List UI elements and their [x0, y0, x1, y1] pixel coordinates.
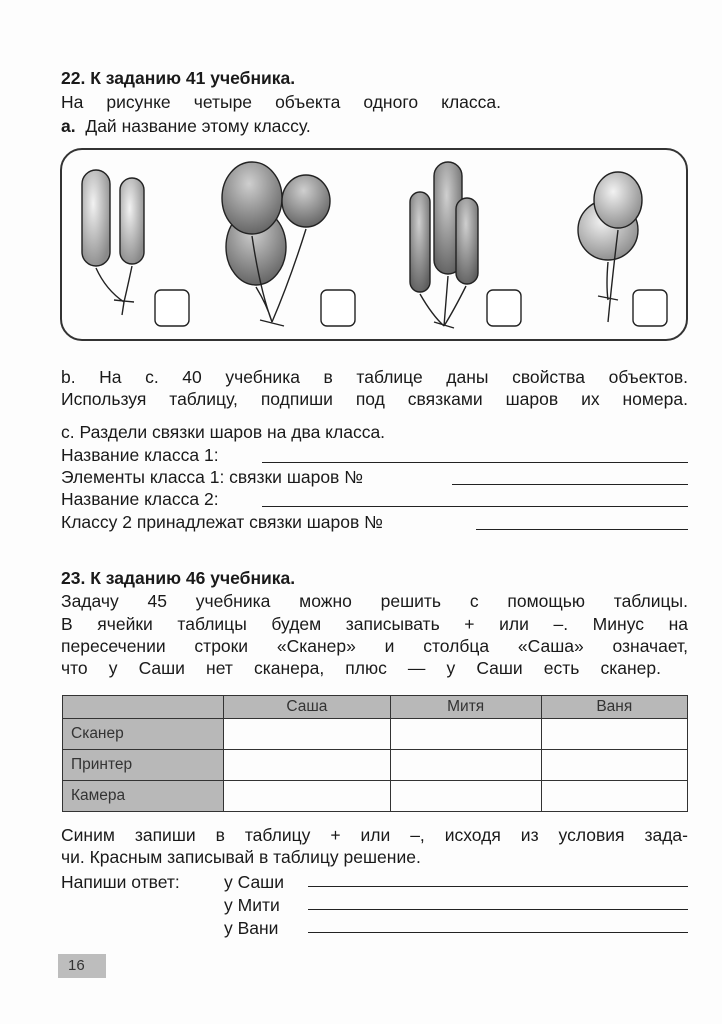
balloon-bunch-1 — [82, 170, 144, 315]
table-header-row — [63, 696, 688, 719]
task22-a — [61, 115, 688, 137]
table-cell[interactable] — [224, 719, 391, 750]
class2-name-label: Название класса 2: — [61, 489, 219, 509]
a-text: Дай название этому классу. — [85, 116, 311, 136]
task23-line: пересечении строки «Сканер» и столбца «Саша» означает, — [61, 636, 688, 656]
balloon-bunch-3 — [410, 162, 478, 328]
table-row — [63, 781, 688, 812]
balloons-figure — [60, 148, 688, 341]
task23-line: В ячейки таблицы будем записывать + или –. Минус на — [61, 614, 688, 634]
header-sasha: Саша — [224, 696, 391, 719]
class2-elements-label: Классу 2 принадлежат связки шаров № — [61, 512, 383, 532]
answer-sasha-label: у Саши — [224, 872, 284, 892]
class2-elements-field[interactable] — [476, 529, 688, 530]
answer-vanya-label: у Вани — [224, 918, 279, 938]
task22-c-line: c. Раздели связки шаров на два класса. — [61, 422, 386, 442]
task23-after-line1: Синим запиши в таблицу + или –, исходя из условия зада- — [61, 825, 688, 845]
answer-mitya-field[interactable] — [308, 909, 688, 910]
answer-box-2 — [321, 290, 355, 326]
header-mitya: Митя — [390, 696, 541, 719]
row-header-scanner: Сканер — [63, 719, 224, 750]
table-cell[interactable] — [224, 750, 391, 781]
table-row — [63, 750, 688, 781]
answer-sasha-field[interactable] — [308, 886, 688, 887]
answer-mitya-label: у Мити — [224, 895, 280, 915]
answer-box-1 — [155, 290, 189, 326]
row-header-camera: Камера — [63, 781, 224, 812]
table-cell[interactable] — [541, 750, 687, 781]
table-cell[interactable] — [390, 719, 541, 750]
class1-name-label: Название класса 1: — [61, 445, 219, 465]
balloon-bunch-2 — [222, 162, 330, 326]
class1-elements-field[interactable] — [452, 484, 688, 485]
table-cell[interactable] — [224, 781, 391, 812]
answer-box-3 — [487, 290, 521, 326]
task23-after-line2: чи. Красным записывай в таблицу решение. — [61, 847, 421, 867]
task22-b-line1: b. На с. 40 учебника в таблице даны свойства объектов. — [61, 367, 688, 387]
class1-elements-label: Элементы класса 1: связки шаров № — [61, 467, 363, 487]
task23-line: Задачу 45 учебника можно решить с помощью таблицы. — [61, 591, 688, 611]
header-vanya: Ваня — [541, 696, 687, 719]
row-header-printer: Принтер — [63, 750, 224, 781]
class1-name-field[interactable] — [262, 462, 688, 463]
a-marker: a. — [61, 116, 76, 136]
table-cell[interactable] — [390, 750, 541, 781]
answer-vanya-field[interactable] — [308, 932, 688, 933]
task23-line: что у Саши нет сканера, плюс — у Саши есть сканер. — [61, 658, 661, 678]
table-cell[interactable] — [541, 781, 687, 812]
devices-table — [62, 695, 688, 812]
table-cell[interactable] — [390, 781, 541, 812]
table-cell[interactable] — [541, 719, 687, 750]
page-number: 16 — [58, 954, 106, 978]
header-corner — [63, 696, 224, 719]
task22-title: 22. К заданию 41 учебника. — [61, 68, 296, 88]
balloon-bunches-illustration — [62, 150, 686, 339]
task22-b-line2: Используя таблицу, подпиши под связками шаров их номера. — [61, 389, 688, 409]
answer-label: Напиши ответ: — [61, 872, 180, 892]
class2-name-field[interactable] — [262, 506, 688, 507]
table-row — [63, 719, 688, 750]
task22-intro: На рисунке четыре объекта одного класса. — [61, 92, 501, 112]
answer-box-4 — [633, 290, 667, 326]
task23-title: 23. К заданию 46 учебника. — [61, 568, 296, 588]
